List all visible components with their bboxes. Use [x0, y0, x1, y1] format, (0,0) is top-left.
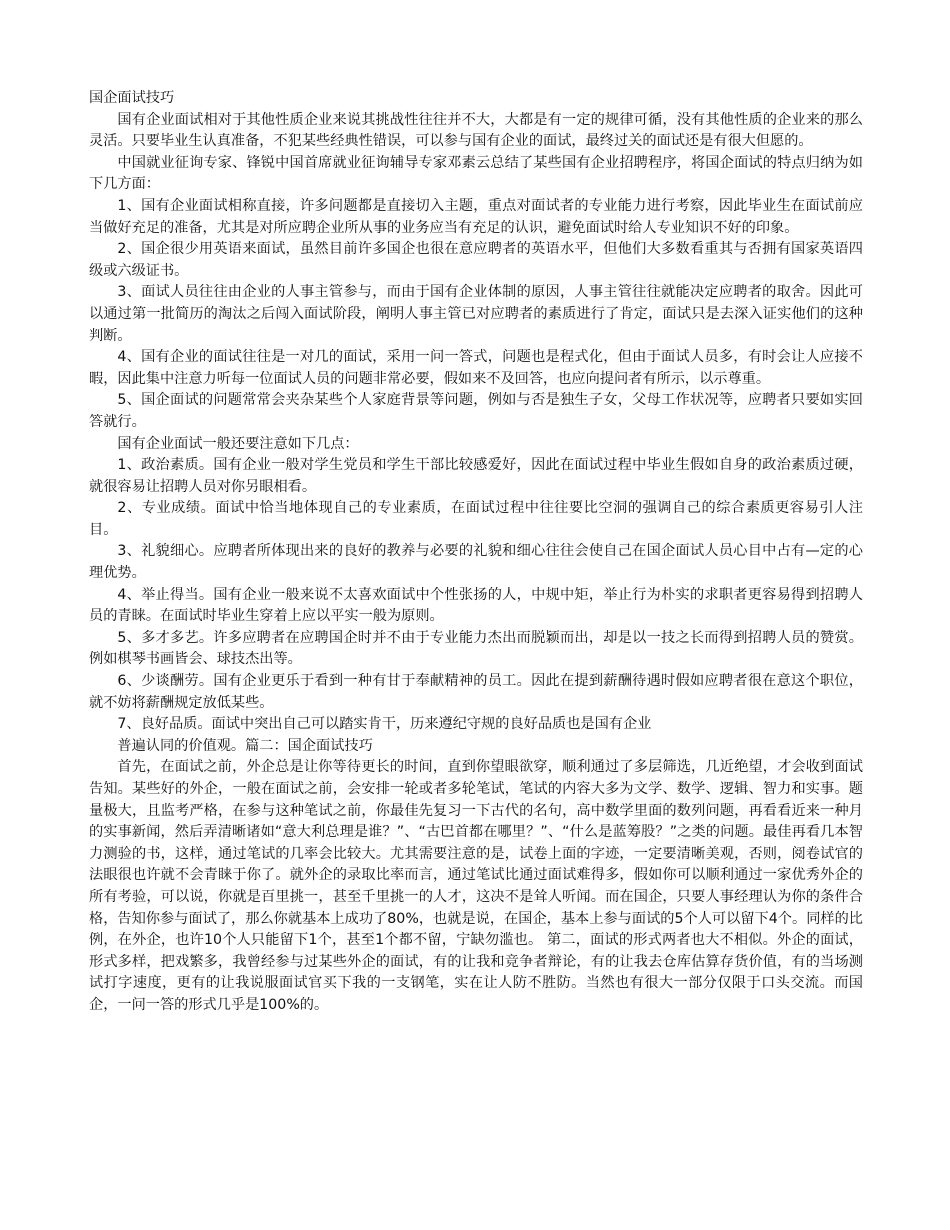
feature-item-4: 4、国有企业的面试往往是一对几的面试，采用一问一答式，问题也是程式化，但由于面试人员多，有时会让人应接不暇，因此集中注意力听每一位面试人员的问题非常必要，假如来不及回答，也应向提问者有所示，以示尊重。	[89, 349, 863, 387]
point-item-6: 6、少谈酬劳。国有企业更乐于看到一种有甘于奉献精神的员工。因此在提到薪酬待遇时假如应聘者很在意这个职位，就不妨将薪酬规定放低某些。	[89, 673, 863, 711]
section-two-heading: 普遍认同的价值观。篇二：国企面试技巧	[117, 737, 373, 754]
feature-item-1: 1、国有企业面试相称直接，许多问题都是直接切入主题，重点对面试者的专业能力进行考察，因此毕业生在面试前应当做好充足的准备，尤其是对所应聘企业所从事的业务应当有充足的认识，避免面试时给人专业知识不好的印象。	[89, 197, 863, 236]
feature-item-3: 3、面试人员往往由企业的人事主管参与，而由于国有企业体制的原因，人事主管往往就能决定应聘者的取舍。因此可以通过第一批简历的淘汰之后闯入面试阶段，阐明人事主管已对应聘者的素质进行了肯定，面试只是去深入证实他们的这种判断。	[89, 284, 863, 344]
point-item-3: 3、礼貌细心。应聘者所体现出来的良好的教养与必要的礼貌和细心往往会使自己在国企面试人员心目中占有—定的心理优势。	[89, 543, 863, 582]
points-heading: 国有企业面试一般还要注意如下几点：	[117, 435, 359, 452]
point-item-5: 5、多才多艺。许多应聘者在应聘国企时并不由于专业能力杰出而脱颖而出，却是以一技之长而得到招聘人员的赞赏。例如棋琴书画皆会、球技杰出等。	[89, 629, 863, 668]
point-item-7: 7、良好品质。面试中突出自己可以踏实肯干，历来遵纪守规的良好品质也是国有企业	[117, 716, 652, 733]
point-item-1: 1、政治素质。国有企业一般对学生党员和学生干部比较感爱好，因此在面试过程中毕业生假如自身的政治素质过硬，就很容易让招聘人员对你另眼相看。	[89, 457, 863, 495]
feature-item-2: 2、国企很少用英语来面试，虽然目前许多国企也很在意应聘者的英语水平，但他们大多数看重其与否拥有国家英语四级或六级证书。	[89, 241, 863, 279]
point-item-2: 2、专业成绩。面试中恰当地体现自己的专业素质，在面试过程中往往要比空洞的强调自己的综合素质更容易引人注目。	[89, 500, 863, 538]
intro-paragraph: 国有企业面试相对于其他性质企业来说其挑战性往往并不大，大都是有一定的规律可循，没有其他性质的企业来的那么灵活。只要毕业生认真准备，不犯某些经典性错误，可以参与国有企业的面试，最终过关的面试还是有很大但愿的。	[89, 111, 863, 150]
document-page	[89, 88, 863, 1017]
document-title: 国企面试技巧	[89, 90, 175, 106]
section-two-body: 首先，在面试之前，外企总是让你等待更长的时间，直到你望眼欲穿，顺利通过了多层筛选，几近绝望，才会收到面试告知。某些好的外企，一般在面试之前，会安排一轮或者多轮笔试，笔试的内容大多为文学、数学、逻辑、智力和实事。题量极大，且监考严格，在参与这种笔试之前，你最佳先复习一下古代的名句，高中数学里面的数列问题，再看看近来一种月的实事新闻，然后弄清晰诸如“意大利总理是谁？”、“古巴首都在哪里？”、“什么是蓝筹股？”之类的问题。最佳再看几本智力测验的书，这样，通过笔试的几率会比较大。尤其需要注意的是，试卷上面的字迹，一定要清晰美观，否则，阅卷试官的法眼很也许就不会青睐于你了。就外企的录取比率而言，通过笔试比通过面试难得多，假如你可以顺利通过一家优秀外企的所有考验，可以说，你就是百里挑一，甚至千里挑一的人才，这决不是耸人听闻。而在国企，只要人事经理认为你的条件合格，告知你参与面试了，那么你就基本上成功了80%，也就是说，在国企，基本上参与面试的5个人可以留下4个。同样的比例，在外企，也许10个人只能留下1个，甚至1个都不留，宁缺勿滥也。 第二，面试的形式两者也大不相似。外企的面试，形式多样，把戏繁多，我曾经参与过某些外企的面试，有的让我和竞争者辩论，有的让我去仓库估算存货价值，有的当场测试打字速度，更有的让我说服面试官买下我的一支钢笔，实在让人防不胜防。当然也有很大一部分仅限于口头交流。而国企，一问一答的形式几乎是100%的。	[89, 759, 863, 1013]
summary-paragraph: 中国就业征询专家、锋锐中国首席就业征询辅导专家邓素云总结了某些国有企业招聘程序，将国企面试的特点归纳为如下几方面：	[89, 154, 863, 193]
feature-item-5: 5、国企面试的问题常常会夹杂某些个人家庭背景等问题，例如与否是独生子女，父母工作状况等，应聘者只要如实回答就行。	[89, 392, 863, 430]
point-item-4: 4、举止得当。国有企业一般来说不太喜欢面试中个性张扬的人，中规中矩，举止行为朴实的求职者更容易得到招聘人员的青睐。在面试时毕业生穿着上应以平实一般为原则。	[89, 586, 863, 625]
